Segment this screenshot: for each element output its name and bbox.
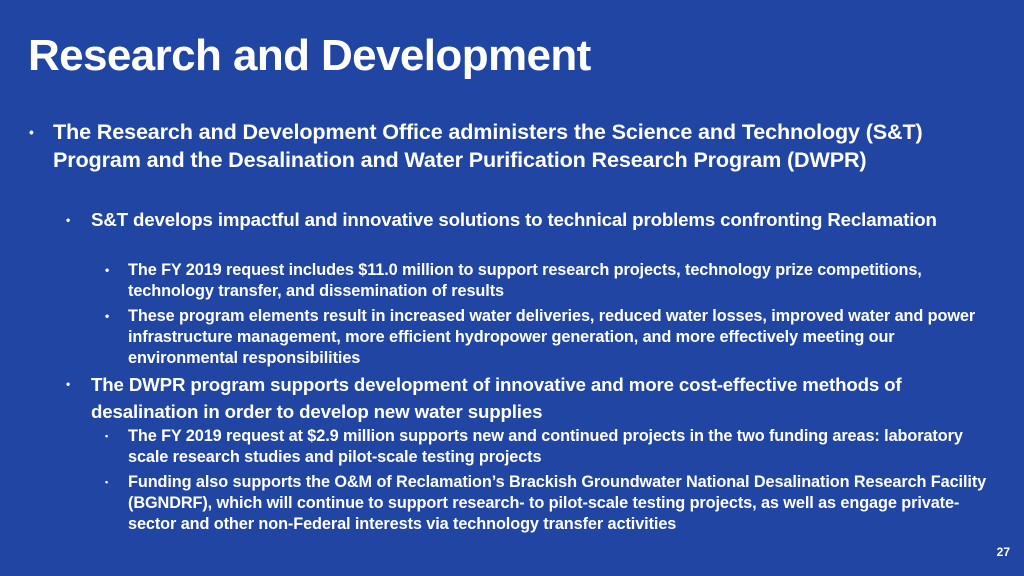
bullet-icon: •	[66, 377, 71, 391]
bullet-item-st-request: The FY 2019 request includes $11.0 million to support research projects, technology prize competitions, technology transfer, and dissemination of results	[128, 261, 922, 300]
bullet-item-dwpr-request: The FY 2019 request at $2.9 million supports new and continued projects in the two funding areas: laboratory scale research studies and pilot-scale testing projects	[128, 427, 963, 466]
bullet-icon: •	[29, 124, 34, 140]
bullet-item-dwpr-funding: Funding also supports the O&M of Reclamation’s Brackish Groundwater National Desalination Research Facility (BGNDRF), which will continue to support research- to pilot-scale testing projects, as well as engage private-sector and other non-Federal interests via technology transfer activities	[128, 473, 987, 533]
bullet-item-st: S&T develops impactful and innovative solutions to technical problems confronting Reclamation	[91, 209, 937, 230]
bullet-item-rd-office: The Research and Development Office administers the Science and Technology (S&T) Program and the Desalination and Water Purification Research Program (DWPR)	[53, 119, 923, 172]
page-number: 27	[996, 545, 1010, 559]
bullet-icon: •	[105, 477, 109, 487]
slide-title: Research and Development	[28, 31, 591, 80]
bullet-icon: •	[66, 213, 71, 227]
bullet-item-dwpr: The DWPR program supports development of innovative and more cost-effective methods of desalination in order to develop new water supplies	[91, 374, 902, 422]
bullet-icon: •	[105, 309, 110, 323]
bullet-icon: •	[105, 263, 110, 277]
bullet-item-st-elements: These program elements result in increased water deliveries, reduced water losses, improved water and power infrastructure management, more efficient hydropower generation, and more effectively meeting our environmental responsibilities	[128, 307, 976, 367]
bullet-icon: •	[105, 431, 109, 441]
